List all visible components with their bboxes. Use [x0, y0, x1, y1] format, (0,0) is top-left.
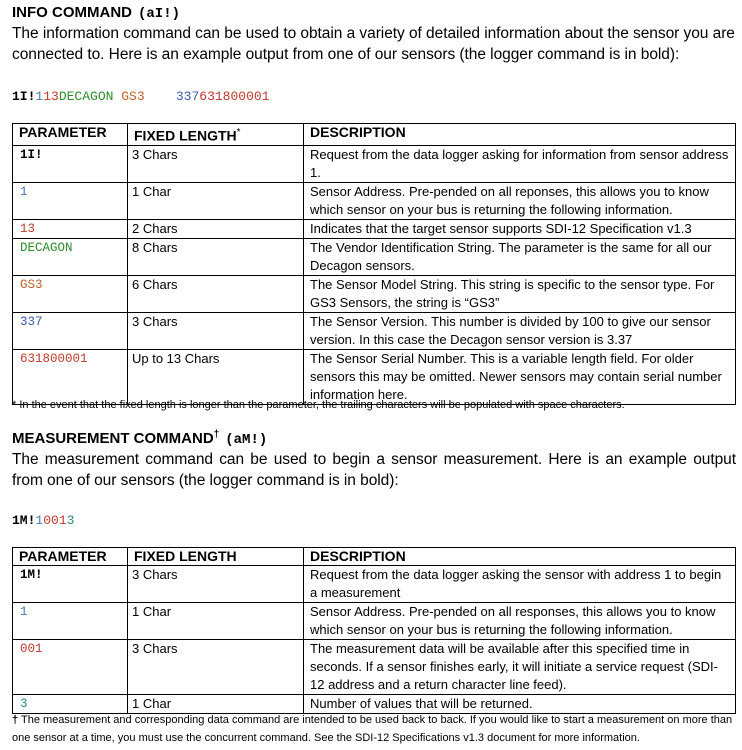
info-example-serial: 631800001: [199, 89, 270, 104]
info-footnote: * In the event that the fixed length is longer than the parameter, the trailing characters will be populated with space characters.: [12, 399, 625, 411]
table-row: [13, 640, 736, 695]
info-example-addr: 1: [35, 89, 44, 104]
info-table: [12, 123, 736, 405]
measure-example-time: 001: [43, 513, 67, 528]
measure-example-count: 3: [66, 513, 75, 528]
info-table-header: [13, 124, 736, 146]
param-cell: 1M!: [13, 566, 128, 603]
measure-footnote-text: The measurement and corresponding data command are intended to be used back to back. If you would like to start a measurement on more than one sensor at a time, you must use the concurrent command. See the SDI-12 Specifications v1.3 document for more information.: [12, 714, 733, 744]
measure-example-addr: 1: [35, 513, 44, 528]
measure-example: [12, 513, 74, 528]
table-row: [13, 312, 736, 349]
info-example: [12, 89, 270, 104]
param-cell: 1: [13, 182, 128, 219]
desc-cell: Request from the data logger asking the sensor with address 1 to begin a measurement: [304, 566, 736, 603]
param-cell: 13: [13, 219, 128, 238]
table-row: [13, 566, 736, 603]
length-cell: 8 Chars: [128, 238, 304, 275]
table-row: [13, 603, 736, 640]
desc-cell: Number of values that will be returned.: [304, 695, 736, 714]
measure-example-cmd: 1M!: [12, 513, 36, 528]
length-cell: Up to 13 Chars: [128, 349, 304, 404]
table-row: [13, 182, 736, 219]
table-row: [13, 275, 736, 312]
measure-heading-cmd: (aM!): [225, 432, 268, 448]
info-example-version: 337: [175, 89, 200, 104]
desc-cell: Sensor Address. Pre-pended on all reponses, this allows you to know which sensor on your bus is returning the following information.: [304, 182, 736, 219]
table-row: [13, 145, 736, 182]
desc-cell: The measurement data will be available after this specified time in seconds. If a sensor finishes early, it will initiate a service request (SDI-12 address and a return character line feed).: [304, 640, 736, 695]
measure-heading: [12, 429, 267, 448]
table-row: [13, 238, 736, 275]
measure-intro: The measurement command can be used to begin a sensor measurement. Here is an example output from one of our sensors (the logger command is in bold):: [12, 451, 736, 489]
measure-table: [12, 547, 736, 714]
measure-heading-mark: †: [213, 429, 220, 440]
length-cell: 3 Chars: [128, 312, 304, 349]
measure-footnote-mark: †: [12, 714, 19, 726]
info-example-model: GS3: [121, 89, 145, 104]
measure-footnote: [12, 711, 736, 747]
param-cell: 631800001: [13, 349, 128, 404]
length-cell: 2 Chars: [128, 219, 304, 238]
info-example-spec: 13: [43, 89, 59, 104]
length-cell: 1 Char: [128, 182, 304, 219]
length-cell: 1 Char: [128, 695, 304, 714]
desc-cell: The Vendor Identification String. The parameter is the same for all our Decagon sensors.: [304, 238, 736, 275]
desc-cell: Indicates that the target sensor supports SDI-12 Specification v1.3: [304, 219, 736, 238]
length-cell: 3 Chars: [128, 640, 304, 695]
info-col-description: DESCRIPTION: [304, 124, 736, 146]
desc-cell: The Sensor Model String. This string is specific to the sensor type. For GS3 Sensors, the string is “GS3”: [304, 275, 736, 312]
measure-table-header: [13, 548, 736, 566]
desc-cell: The Sensor Version. This number is divided by 100 to give our sensor version. In this case the Decagon sensor version is 3.37: [304, 312, 736, 349]
info-intro: The information command can be used to obtain a variety of detailed information about the sensor you are connected to. Here is an example output from one of our sensors (the logger command is in bold):: [12, 25, 735, 63]
param-cell: DECAGON: [13, 238, 128, 275]
param-cell: 1: [13, 603, 128, 640]
param-cell: 3: [13, 695, 128, 714]
desc-cell: Request from the data logger asking for information from sensor address 1.: [304, 145, 736, 182]
measure-col-fixed-length: FIXED LENGTH: [128, 548, 304, 566]
info-col-parameter: PARAMETER: [13, 124, 128, 146]
info-heading-text: INFO COMMAND: [12, 4, 132, 21]
param-cell: 337: [13, 312, 128, 349]
table-row: [13, 219, 736, 238]
measure-col-description: DESCRIPTION: [304, 548, 736, 566]
length-cell: 6 Chars: [128, 275, 304, 312]
measure-heading-text: MEASUREMENT COMMAND: [12, 430, 214, 447]
length-cell: 1 Char: [128, 603, 304, 640]
measure-col-parameter: PARAMETER: [13, 548, 128, 566]
desc-cell: The Sensor Serial Number. This is a variable length field. For older sensors this may be omitted. Newer sensors may contain serial number information here.: [304, 349, 736, 404]
info-heading-cmd: (aI!): [138, 6, 181, 22]
info-heading: [12, 4, 180, 22]
param-cell: 001: [13, 640, 128, 695]
param-cell: 1I!: [13, 145, 128, 182]
info-col-fixed-length: FIXED LENGTH*: [128, 124, 304, 146]
info-example-cmd: 1I!: [12, 89, 36, 104]
length-cell: 3 Chars: [128, 566, 304, 603]
desc-cell: Sensor Address. Pre-pended on all responses, this allows you to know which sensor on your bus is returning the following information.: [304, 603, 736, 640]
length-cell: 3 Chars: [128, 145, 304, 182]
info-example-vendor: DECAGON: [58, 89, 114, 104]
param-cell: GS3: [13, 275, 128, 312]
